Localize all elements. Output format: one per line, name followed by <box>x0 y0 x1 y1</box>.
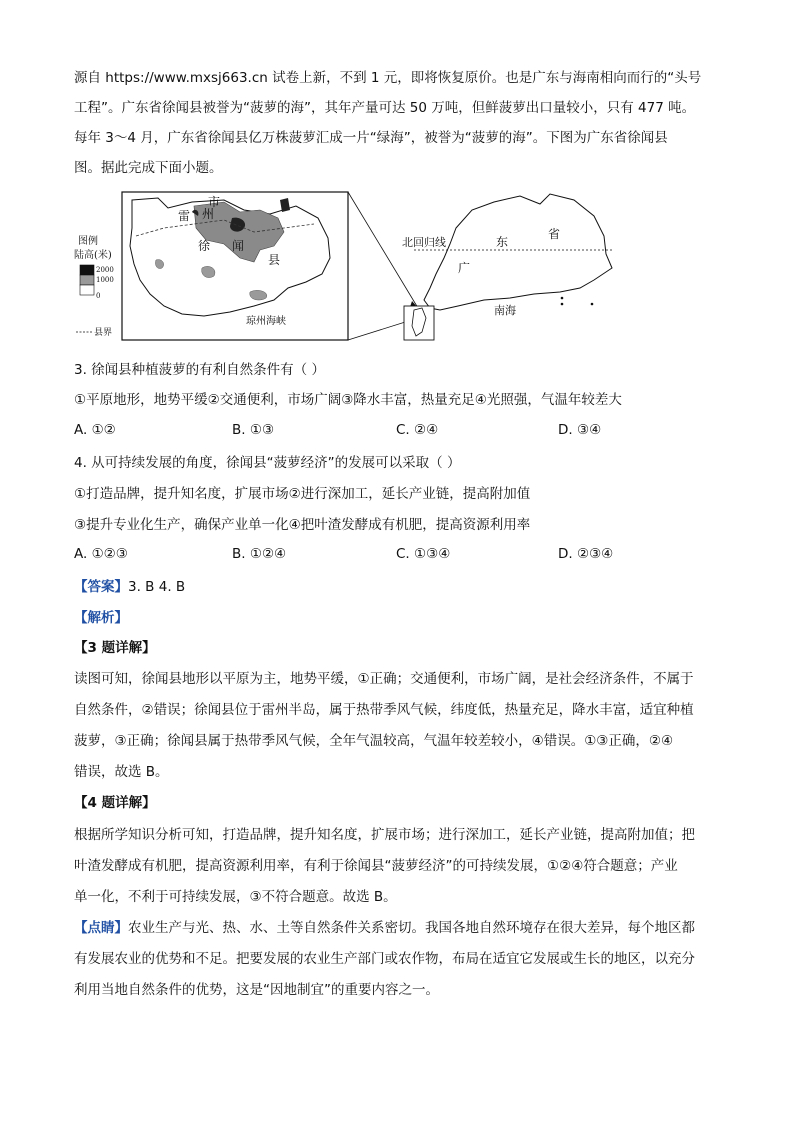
connector-top <box>348 192 418 308</box>
legend-swatch-mid <box>80 275 94 285</box>
label-xian: 县 <box>268 253 281 267</box>
q4-option-b[interactable]: B. ①②④ <box>232 546 287 562</box>
label-zhou: 州 <box>202 207 215 221</box>
q4-stem: 4. 从可持续发展的角度，徐闻县“菠萝经济”的发展可以采取（ ） <box>74 455 461 471</box>
d4-line-3: 单一化，不利于可持续发展，③不符合题意。故选 B。 <box>74 889 397 905</box>
d3-line-3: 菠萝，③正确；徐闻县属于热带季风气候，全年气温较高，气温年较差较小，④错误。①③正确，②④ <box>74 733 674 749</box>
q4-option-a[interactable]: A. ①②③ <box>74 546 128 562</box>
legend-elevation: 陆高(米) <box>74 250 112 261</box>
answer-line <box>74 577 185 597</box>
q3-statement: ①平原地形，地势平缓②交通便利，市场广阔③降水丰富，热量充足④光照强，气温年较差大 <box>74 392 622 408</box>
intro-line-4: 图。据此完成下面小题。 <box>74 160 223 176</box>
label-guang: 广 <box>458 261 471 275</box>
q4-option-d[interactable]: D. ②③④ <box>558 546 614 562</box>
island-dot-1 <box>561 297 564 300</box>
d4-line-1: 根据所学知识分析可知，打造品牌，提升知名度，扩展市场；进行深加工，延长产业链，提高附加值；把 <box>74 827 695 843</box>
d3-line-4: 错误，故选 B。 <box>74 764 169 780</box>
label-shi: 市 <box>208 195 221 209</box>
xuwen-map-figure <box>74 188 634 348</box>
guangdong-outline <box>424 194 612 310</box>
tip-text-1: 农业生产与光、热、水、土等自然条件关系密切。我国各地自然环境存在很大差异，每个地区都 <box>128 920 695 936</box>
d3-line-2: 自然条件，②错误；徐闻县位于雷州半岛，属于热带季风气候，纬度低，热量充足，降水丰富，适宜种植 <box>74 702 694 718</box>
d4-line-2: 叶渣发酵成有机肥，提高资源利用率，有利于徐闻县“菠萝经济”的可持续发展，①②④符合题意；产业 <box>74 858 678 874</box>
d3-line-1: 读图可知，徐闻县地形以平原为主，地势平缓，①正确；交通便利，市场广阔，是社会经济条件，不属于 <box>74 671 694 687</box>
label-wen: 闻 <box>232 239 245 253</box>
legend-2000: 2000 <box>96 266 114 274</box>
answer-label: 【答案】 <box>74 579 128 595</box>
label-xu: 徐 <box>198 239 211 253</box>
hill-area-2 <box>155 260 163 269</box>
analysis-line <box>74 608 128 628</box>
island-dot-2 <box>561 303 564 306</box>
q4-statement-1: ①打造品牌，提升知名度，扩展市场②进行深加工，延长产业链，提高附加值 <box>74 486 531 502</box>
legend-1000: 1000 <box>96 276 114 284</box>
intro-line-3: 每年 3～4 月，广东省徐闻县亿万株菠萝汇成一片“绿海”，被誉为“菠萝的海”。下图为广东省徐闻县 <box>74 130 668 146</box>
q3-option-c[interactable]: C. ②④ <box>396 422 439 438</box>
q3-option-b[interactable]: B. ①③ <box>232 422 275 438</box>
d3-label: 【3 题详解】 <box>74 640 156 656</box>
legend-swatch-high <box>80 265 94 275</box>
legend-title: 图例 <box>78 236 98 247</box>
answer-text: 3. B 4. B <box>128 579 186 595</box>
legend-0: 0 <box>96 292 101 300</box>
tip-line-1 <box>74 918 695 938</box>
q3-stem: 3. 徐闻县种植菠萝的有利自然条件有（ ） <box>74 362 325 378</box>
analysis-label: 【解析】 <box>74 610 128 626</box>
island-dot-3 <box>591 303 594 306</box>
label-sheng: 省 <box>548 227 561 241</box>
intro-line-1: 源自 https://www.mxsj663.cn 试卷上新，不到 1 元，即将恢复原价。也是广东与海南相向而行的“头号 <box>74 70 702 86</box>
q4-statement-2: ③提升专业化生产，确保产业单一化④把叶渣发酵成有机肥，提高资源利用率 <box>74 517 531 533</box>
label-tropic: 北回归线 <box>402 236 446 249</box>
legend-county: 县界 <box>94 328 113 338</box>
label-south-sea: 南海 <box>494 304 516 317</box>
label-dong: 东 <box>496 235 509 249</box>
hill-area-3 <box>250 290 267 300</box>
tip-line-2: 有发展农业的优势和不足。把要发展的农业生产部门或农作物，布局在适宜它发展或生长的地区，以充分 <box>74 951 695 967</box>
label-lei: 雷 <box>178 209 191 223</box>
q4-option-c[interactable]: C. ①③④ <box>396 546 451 562</box>
q3-option-a[interactable]: A. ①② <box>74 422 116 438</box>
d4-label: 【4 题详解】 <box>74 795 156 811</box>
legend-swatch-low <box>80 285 94 295</box>
q3-option-d[interactable]: D. ③④ <box>558 422 602 438</box>
tip-label: 【点睛】 <box>74 920 128 936</box>
intro-line-2: 工程”。广东省徐闻县被誉为“菠萝的海”，其年产量可达 50 万吨，但鲜菠萝出口量较小，只有 477 吨。 <box>74 100 696 116</box>
label-strait: 琼州海峡 <box>246 316 286 327</box>
tip-line-3: 利用当地自然条件的优势，这是“因地制宜”的重要内容之一。 <box>74 982 439 998</box>
